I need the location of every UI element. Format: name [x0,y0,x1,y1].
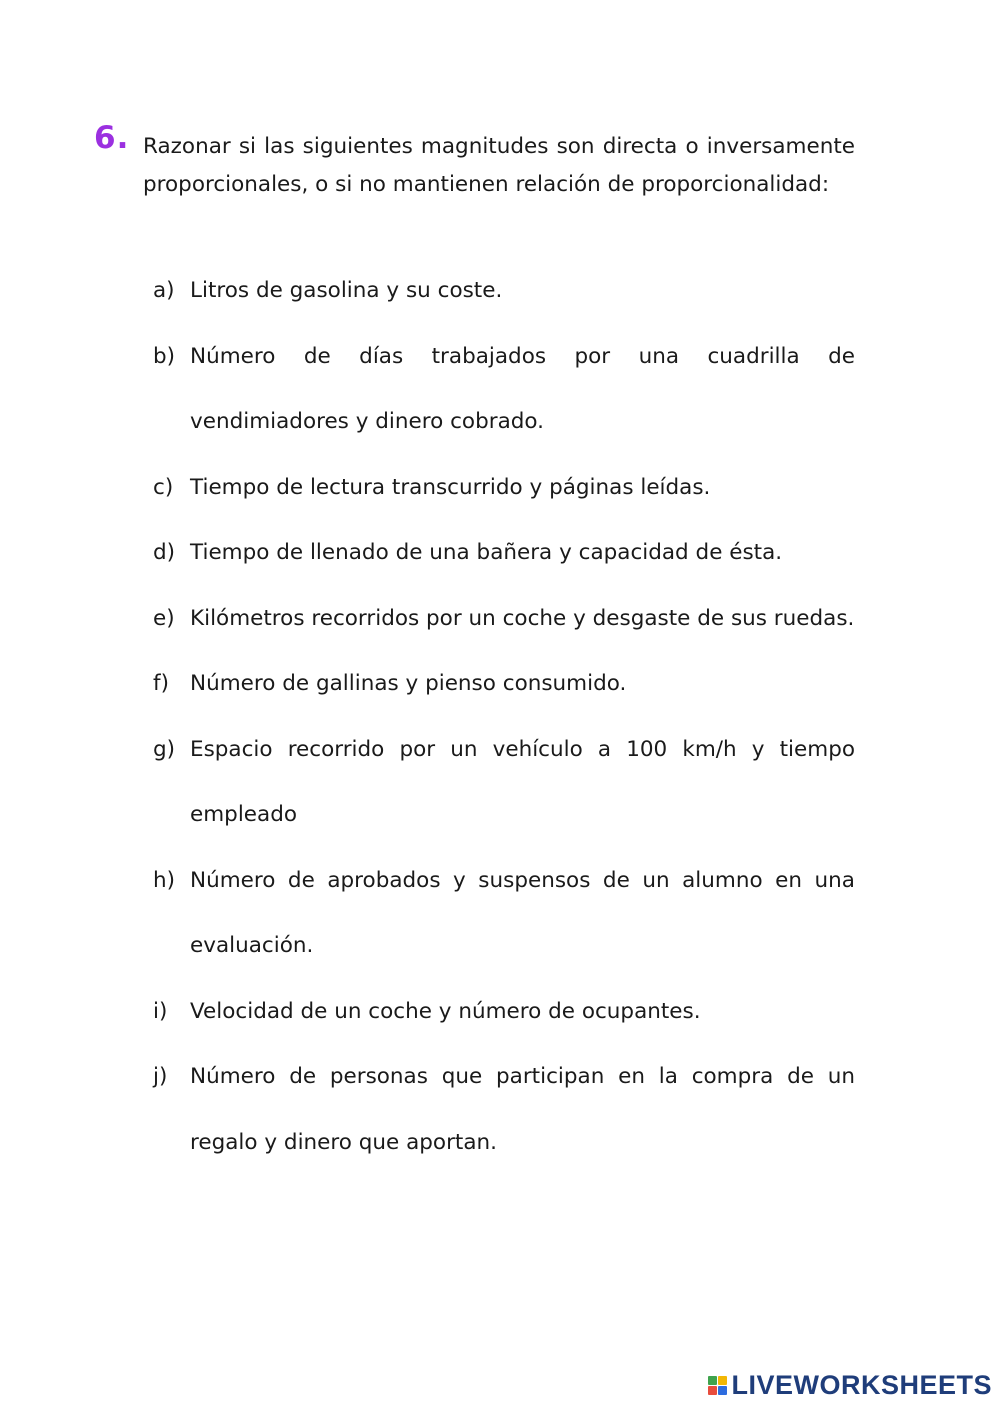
list-item-e [153,586,855,652]
item-letter: i) [153,998,168,1024]
item-text: Espacio recorrido por un vehículo a 100 km/h y tiempo empleado [190,736,855,827]
item-text: Número de días trabajados por una cuadrilla de vendimiadores y dinero cobrado. [190,343,855,434]
list-item-i [153,979,855,1045]
logo-square [718,1386,727,1395]
list-item-h [153,848,855,979]
exercise-number: 6. [94,120,130,156]
logo-square [708,1386,717,1395]
watermark-text: LIVEWORKSHEETS [731,1370,992,1400]
prompt-line-1: Razonar si las siguientes magnitudes son directa o inversamente [143,134,855,159]
logo-square [718,1376,727,1385]
question-list [153,258,855,1175]
list-item-f [153,651,855,717]
list-item-g [153,717,855,848]
exercise-prompt [143,128,855,204]
list-item-d [153,520,855,586]
item-letter: a) [153,278,175,303]
item-text: Litros de gasolina y su coste. [190,278,503,303]
item-letter: e) [153,605,175,631]
item-text: Tiempo de llenado de una bañera y capacidad de ésta. [190,540,783,565]
item-text: Tiempo de lectura transcurrido y páginas leídas. [190,474,711,500]
item-text: Número de gallinas y pienso consumido. [190,671,627,696]
item-text: Kilómetros recorridos por un coche y desgaste de sus ruedas. [190,605,855,631]
item-letter: g) [153,736,176,762]
list-item-c [153,455,855,521]
item-letter: b) [153,343,176,369]
item-letter: d) [153,540,176,565]
list-item-j [153,1044,855,1175]
item-text: Velocidad de un coche y número de ocupantes. [190,998,701,1024]
item-letter: f) [153,671,169,696]
prompt-line-2: proporcionales, o si no mantienen relación de proporcionalidad: [143,172,830,197]
item-letter: j) [153,1064,168,1089]
list-item-b [153,324,855,455]
liveworksheets-watermark [708,1370,992,1401]
list-item-a [153,258,855,324]
liveworksheets-logo-icon [708,1376,727,1395]
logo-square [708,1376,717,1385]
item-letter: h) [153,867,176,893]
item-text: Número de aprobados y suspensos de un alumno en una evaluación. [190,867,855,958]
item-text: Número de personas que participan en la compra de un regalo y dinero que aportan. [190,1064,855,1155]
item-letter: c) [153,474,174,500]
